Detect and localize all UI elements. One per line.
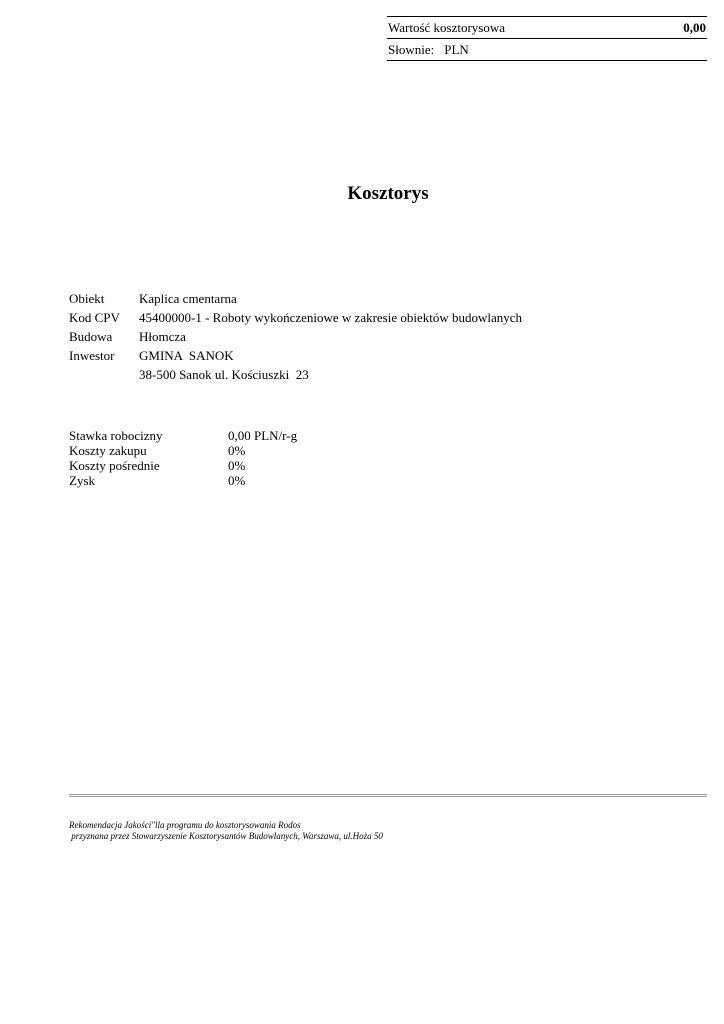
budowa-value: Hłomcza bbox=[139, 329, 186, 344]
info-row-cpv bbox=[69, 308, 522, 327]
rates-table bbox=[69, 428, 297, 488]
obiekt-label: Obiekt bbox=[69, 291, 105, 306]
inwestor-name: GMINA SANOK bbox=[139, 348, 234, 363]
footer-divider bbox=[69, 794, 707, 797]
summary-box bbox=[387, 16, 707, 61]
info-row-inwestor-address bbox=[69, 365, 522, 384]
value-label: Wartość kosztorysowa bbox=[388, 20, 506, 35]
page-title: Kosztorys bbox=[347, 183, 429, 204]
info-row-obiekt bbox=[69, 289, 522, 308]
inwestor-address: 38-500 Sanok ul. Kościuszki 23 bbox=[139, 367, 309, 382]
obiekt-value: Kaplica cmentarna bbox=[139, 291, 237, 306]
footer-note bbox=[69, 820, 383, 842]
value-row bbox=[387, 16, 707, 39]
rate-value: 0,00 PLN/r-g bbox=[228, 428, 298, 443]
rate-row bbox=[69, 443, 297, 458]
rate-row bbox=[69, 473, 297, 488]
budowa-label: Budowa bbox=[69, 329, 113, 344]
currency-value: PLN bbox=[444, 42, 469, 57]
rate-value: 0% bbox=[228, 458, 246, 473]
rate-row bbox=[69, 458, 297, 473]
rate-label: Stawka robocizny bbox=[69, 428, 163, 443]
rate-label: Koszty pośrednie bbox=[69, 458, 160, 473]
inwestor-label: Inwestor bbox=[69, 348, 115, 363]
info-row-inwestor bbox=[69, 346, 522, 365]
info-row-budowa bbox=[69, 327, 522, 346]
cpv-value: 45400000-1 - Roboty wykończeniowe w zakresie obiektów budowlanych bbox=[139, 310, 523, 325]
footer-line-1: Rekomendacja Jakości"lla programu do kosztorysowania Rodos bbox=[69, 820, 301, 830]
footer-line-2: przyznana przez Stowarzyszenie Kosztorysantów Budowlanych, Warszawa, ul.Hoża 50 bbox=[69, 831, 383, 841]
currency-label: Słownie: bbox=[388, 42, 435, 57]
rate-value: 0% bbox=[228, 443, 246, 458]
rate-value: 0% bbox=[228, 473, 246, 488]
rate-label: Zysk bbox=[69, 473, 95, 488]
rate-row bbox=[69, 428, 297, 443]
value-amount: 0,00 bbox=[683, 20, 706, 35]
currency-row bbox=[387, 39, 707, 61]
rate-label: Koszty zakupu bbox=[69, 443, 147, 458]
cpv-label: Kod CPV bbox=[69, 310, 120, 325]
project-info bbox=[69, 289, 522, 384]
